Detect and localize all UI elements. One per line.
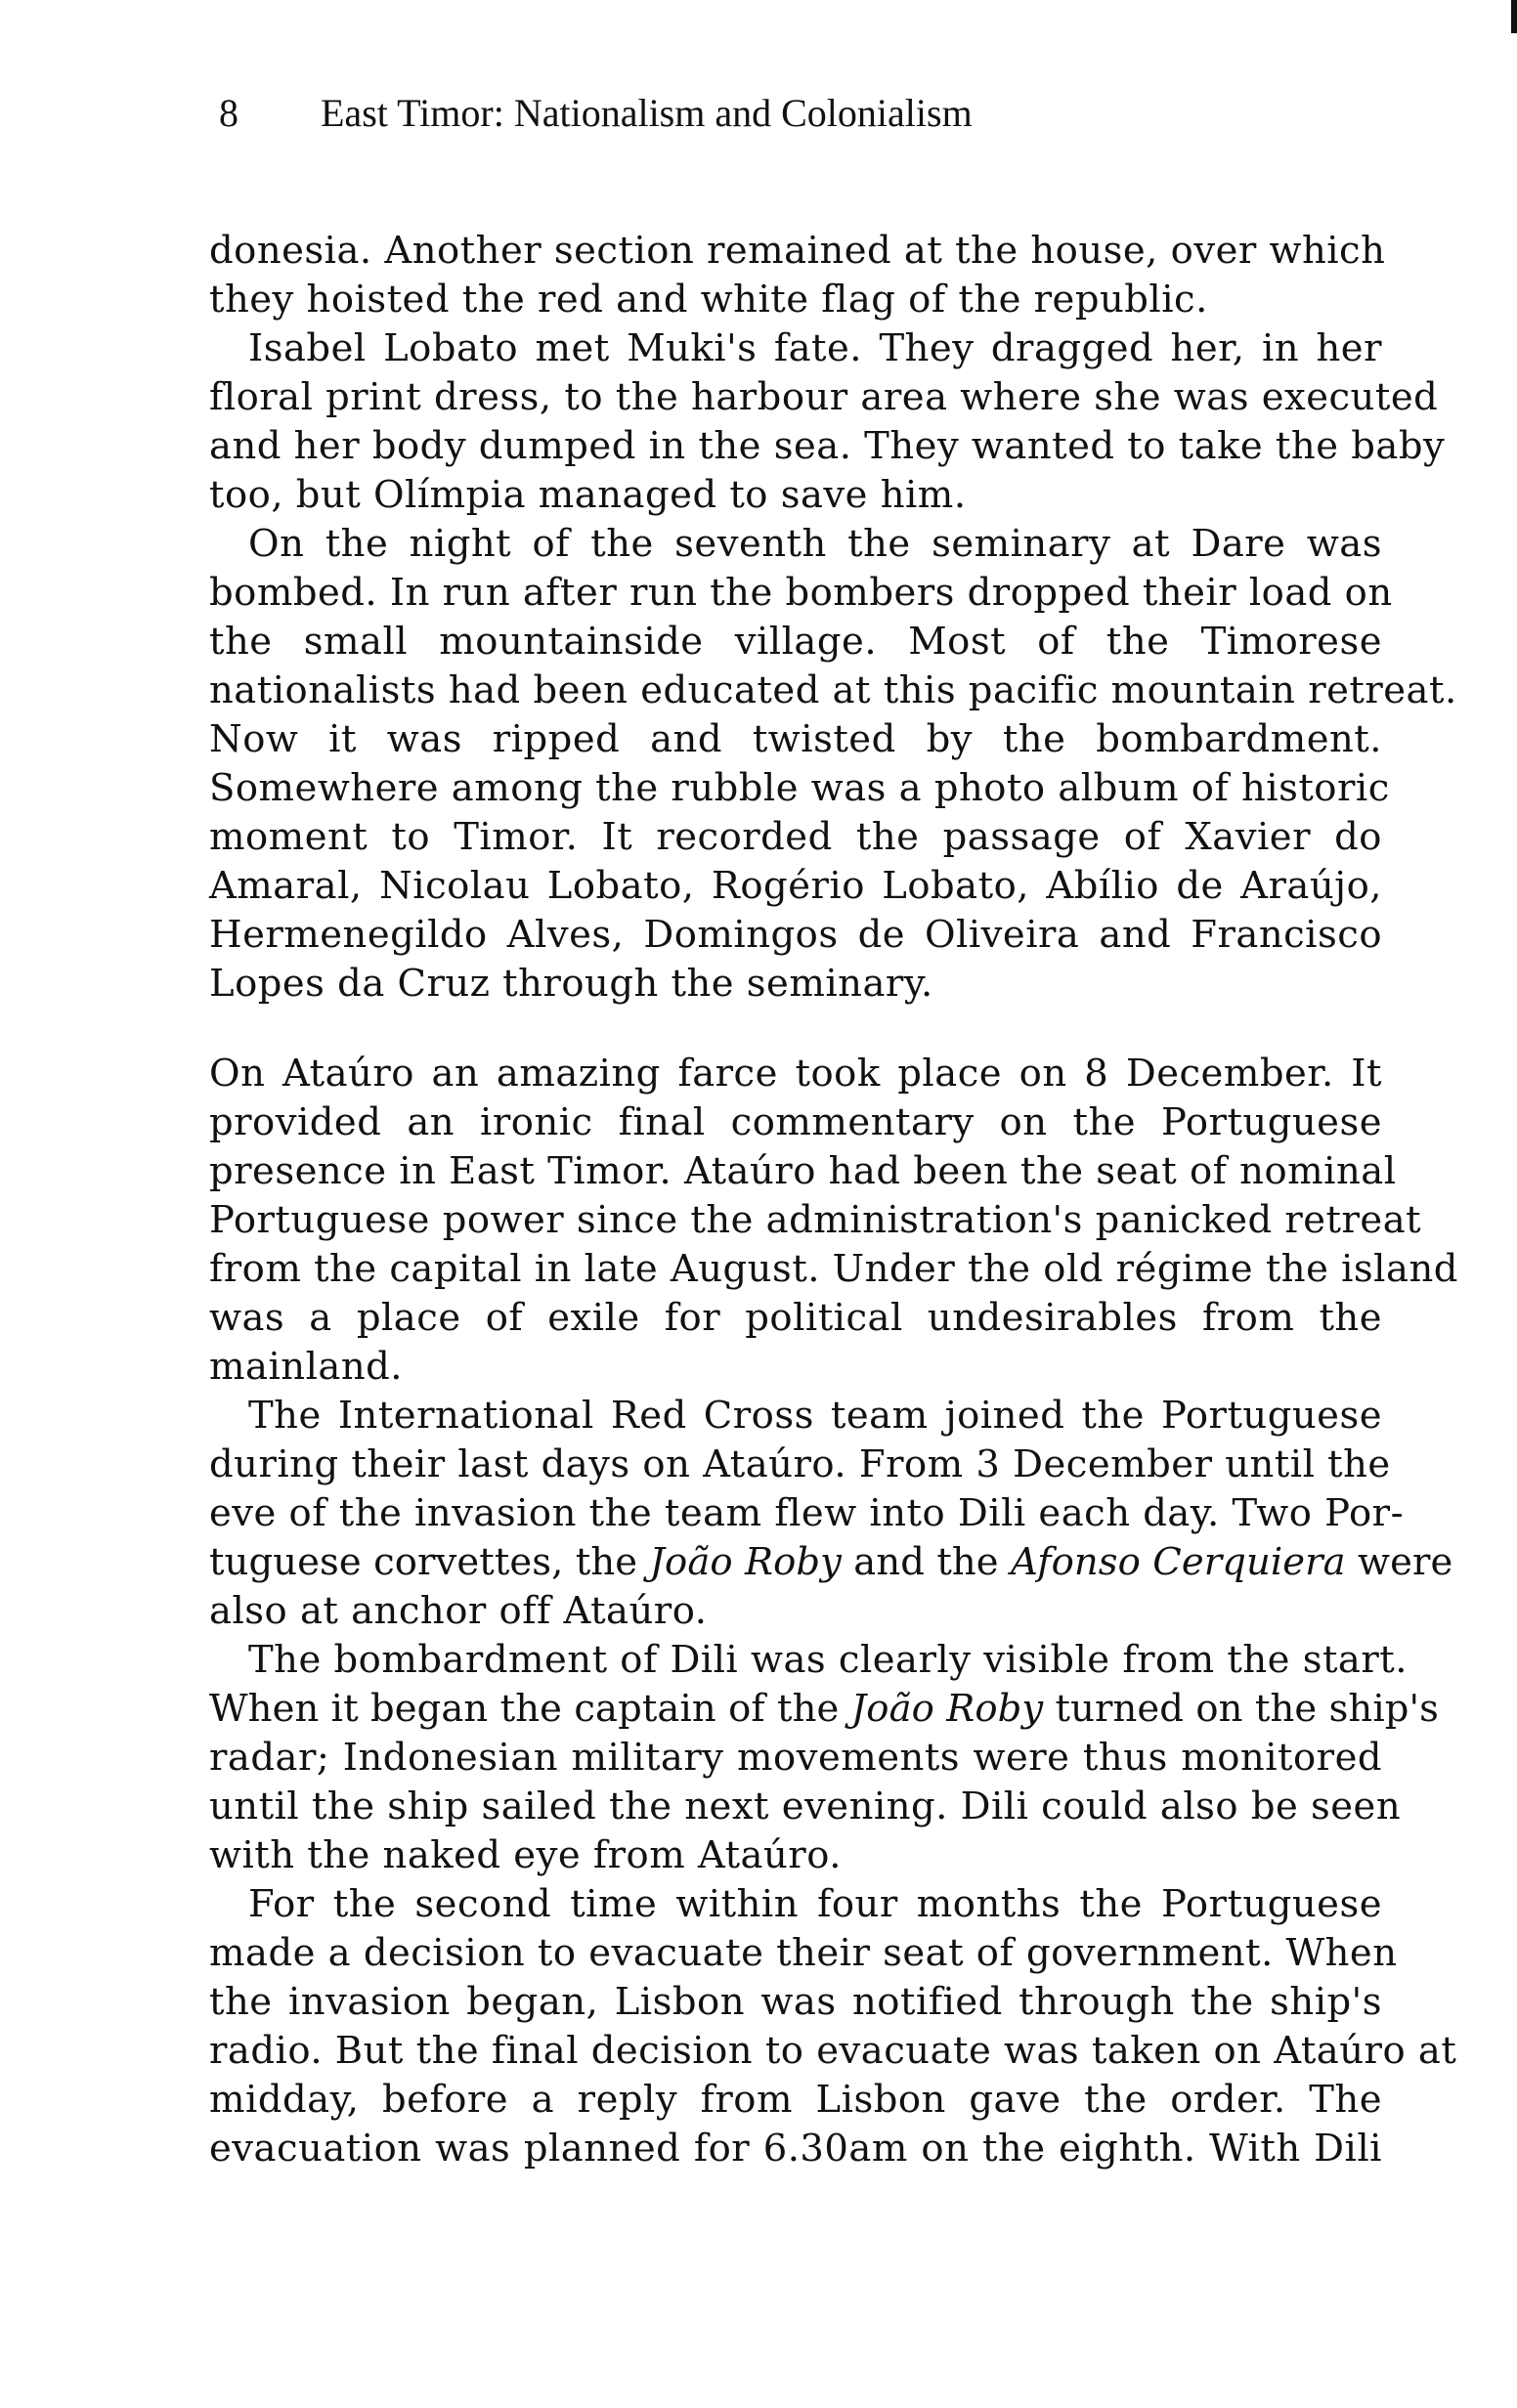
- text-line: For the second time within four months the Portuguese: [248, 1882, 1382, 1926]
- text-line: On the night of the seventh the seminary at Dare was: [248, 522, 1382, 566]
- text-line: also at anchor off Ataúro.: [209, 1589, 708, 1633]
- paragraph: [209, 1050, 1458, 1392]
- text-line: Isabel Lobato met Muki's fate. They dragged her, in her: [248, 326, 1382, 370]
- text-line: Portuguese power since the administration's panicked retreat: [209, 1198, 1422, 1242]
- text-run: tuguese corvettes, the: [209, 1540, 650, 1584]
- text-line: was a place of exile for political undesirables from the: [209, 1296, 1382, 1340]
- ship-name: João Roby: [649, 1540, 842, 1584]
- text-line: Somewhere among the rubble was a photo album of historic: [209, 766, 1390, 810]
- running-header: [219, 90, 973, 137]
- paragraph: [209, 227, 1386, 324]
- text-line: nationalists had been educated at this pacific mountain retreat.: [209, 668, 1457, 712]
- text-line: On Ataúro an amazing farce took place on 8 December. It: [209, 1052, 1382, 1096]
- text-run: were: [1345, 1540, 1453, 1584]
- text-line: donesia. Another section remained at the house, over which: [209, 229, 1386, 273]
- text-line: too, but Olímpia managed to save him.: [209, 473, 967, 517]
- text-line: [209, 1685, 1440, 1734]
- text-line: radio. But the final decision to evacuate was taken on Ataúro at: [209, 2029, 1457, 2073]
- text-line: evacuation was planned for 6.30am on the eighth. With Dili: [209, 2127, 1382, 2171]
- text-run: turned on the ship's: [1043, 1687, 1440, 1731]
- text-line: from the capital in late August. Under the old régime the island: [209, 1247, 1458, 1291]
- text-line: provided an ironic final commentary on the Portuguese: [209, 1100, 1382, 1144]
- text-line: [209, 1538, 1453, 1587]
- text-line: midday, before a reply from Lisbon gave the order. The: [209, 2078, 1382, 2122]
- paragraph: [209, 520, 1457, 1009]
- scan-edge-mark: [1511, 0, 1517, 33]
- ship-name: João Roby: [850, 1687, 1044, 1731]
- text-line: Hermenegildo Alves, Domingos de Oliveira and Francisco: [209, 913, 1382, 957]
- text-line: made a decision to evacuate their seat of government. When: [209, 1931, 1398, 1975]
- text-line: Amaral, Nicolau Lobato, Rogério Lobato, Abílio de Araújo,: [209, 864, 1382, 908]
- text-line: the small mountainside village. Most of the Timorese: [209, 620, 1382, 664]
- text-line: during their last days on Ataúro. From 3 December until the: [209, 1442, 1391, 1486]
- text-run: and the: [841, 1540, 1012, 1584]
- text-run: When it began the captain of the: [209, 1687, 851, 1731]
- text-line: presence in East Timor. Ataúro had been the seat of nominal: [209, 1149, 1397, 1193]
- page-number: 8: [219, 91, 238, 135]
- text-line: the invasion began, Lisbon was notified through the ship's: [209, 1980, 1382, 2024]
- text-line: until the ship sailed the next evening. Dili could also be seen: [209, 1784, 1402, 1828]
- text-line: The bombardment of Dili was clearly visible from the start.: [248, 1638, 1408, 1682]
- text-line: eve of the invasion the team flew into Dili each day. Two Por-: [209, 1491, 1405, 1535]
- text-line: and her body dumped in the sea. They wanted to take the baby: [209, 424, 1446, 468]
- paragraph: [209, 1392, 1453, 1636]
- text-line: floral print dress, to the harbour area where she was executed: [209, 375, 1439, 419]
- text-line: with the naked eye from Ataúro.: [209, 1833, 842, 1877]
- paragraph: [209, 324, 1446, 520]
- running-title: East Timor: Nationalism and Colonialism: [321, 91, 973, 135]
- paragraph: [209, 1636, 1440, 1880]
- paragraph: [209, 1880, 1457, 2173]
- text-line: bombed. In run after run the bombers dropped their load on: [209, 571, 1393, 615]
- text-line: they hoisted the red and white flag of the republic.: [209, 278, 1208, 322]
- ship-name: Afonso Cerquiera: [1011, 1540, 1346, 1584]
- text-line: Now it was ripped and twisted by the bombardment.: [209, 717, 1382, 761]
- text-line: The International Red Cross team joined the Portuguese: [248, 1394, 1382, 1438]
- text-line: radar; Indonesian military movements were thus monitored: [209, 1736, 1382, 1780]
- text-line: moment to Timor. It recorded the passage of Xavier do: [209, 815, 1382, 859]
- text-line: Lopes da Cruz through the seminary.: [209, 962, 933, 1006]
- text-line: mainland.: [209, 1345, 404, 1389]
